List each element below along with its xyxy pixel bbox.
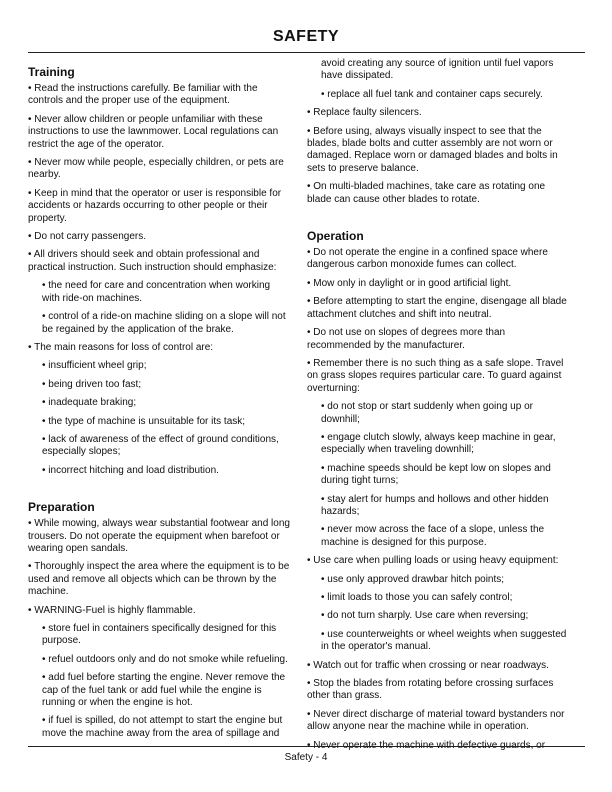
training-item: • Never mow while people, especially children, or pets are nearby. [28,157,284,181]
slope-item: • never mow across the face of a slope, unless the machine is designed for this purpose. [321,524,545,548]
fuel-item: • add fuel before starting the engine. Never remove the cap of the fuel tank or add fuel while the engine is running or when the engine is hot. [42,672,286,709]
fuel-item: • store fuel in containers specifically designed for this purpose. [42,623,277,647]
page-footer: Safety - 4 [284,752,328,763]
loss-reason-item: • being driven too fast; [42,378,142,390]
preparation-item: • On multi-bladed machines, take care as rotating one blade can cause other blades to rotate. [307,181,546,205]
right-column [307,58,569,758]
page-title: SAFETY [272,28,340,45]
operation-heading: Operation [307,229,364,244]
preparation-heading: Preparation [28,500,95,515]
training-item: • Never allow children or people unfamiliar with these instructions to use the lawnmower. Local regulations can restrict the age of the operator. [28,113,279,150]
fuel-item: • refuel outdoors only and do not smoke while refueling. [42,653,288,665]
slope-item: • machine speeds should be kept low on slopes and during tight turns; [321,462,551,487]
training-item: • Read the instructions carefully. Be familiar with the controls and the proper use of the equipment. [28,83,258,107]
load-item: • do not turn sharply. Use care when reversing; [321,610,529,622]
operation-item: • Do not operate the engine in a confined space where dangerous carbon monoxide fumes can collect. [307,247,548,271]
load-item: • use counterweights or wheel weights when suggested in the operator's manual. [321,628,567,653]
training-item: • All drivers should seek and obtain professional and practical instruction. Such instruction should emphasize: [28,249,277,273]
operation-item: • Remember there is no such thing as a safe slope. Travel on grass slopes requires particular care. To guard against overturning: [307,357,564,394]
header-rule [28,52,585,53]
operation-item: • Do not use on slopes of degrees more than recommended by the manufacturer. [307,327,506,351]
slope-item: • engage clutch slowly, always keep machine in gear, especially when traveling downhill; [321,431,556,456]
loss-reason-item: • inadequate braking; [42,397,137,409]
emphasize-item: • control of a ride-on machine sliding on a slope will not be regained by the application of the brake. [42,311,286,335]
load-item: • use only approved drawbar hitch points; [321,573,505,585]
fuel-item-continued: avoid creating any source of ignition until fuel vapors have dissipated. [321,58,554,82]
fuel-caps-item: • replace all fuel tank and container caps securely. [321,88,543,100]
preparation-item: • Before using, always visually inspect to see that the blades, blade bolts and cutter assembly are not worn or damaged. Replace worn or damaged blades and bolts in sets to preserve balance. [307,125,558,174]
preparation-item: • Replace faulty silencers. [307,107,422,119]
operation-item: • Never direct discharge of material toward bystanders nor allow anyone near the machine while in operation. [307,708,565,733]
loss-of-control-intro: • The main reasons for loss of control are: [28,341,214,353]
operation-item: • Stop the blades from rotating before crossing surfaces other than grass. [307,678,554,702]
loads-intro: • Use care when pulling loads or using heavy equipment: [307,555,559,567]
load-item: • limit loads to those you can safely control; [321,592,513,603]
loss-reason-item: • lack of awareness of the effect of ground conditions, especially slopes; [42,433,279,458]
loss-reason-item: • insufficient wheel grip; [42,360,147,372]
operation-item: • Mow only in daylight or in good artificial light. [307,277,512,289]
slope-item: • stay alert for humps and hollows and other hidden hazards; [321,493,549,517]
training-item: • Do not carry passengers. [28,231,146,243]
footer-rule [28,746,585,747]
operation-item: • Watch out for traffic when crossing or near roadways. [307,659,549,671]
operation-item: • Before attempting to start the engine, disengage all blade attachment clutches and shift into neutral. [307,296,567,320]
training-heading: Training [28,65,75,79]
loss-reason-item: • the type of machine is unsuitable for its task; [42,415,246,427]
preparation-item: • Thoroughly inspect the area where the equipment is to be used and remove all objects which can be thrown by the machine. [28,561,290,598]
emphasize-item: • the need for care and concentration when working with ride-on machines. [42,280,271,304]
fuel-item: • if fuel is spilled, do not attempt to start the engine but move the machine away from the area of spillage and [42,715,283,739]
slope-item: • do not stop or start suddenly when going up or downhill; [321,401,533,425]
training-item: • Keep in mind that the operator or user is responsible for accidents or hazards occurring to other people or their property. [28,187,282,224]
preparation-item: • WARNING-Fuel is highly flammable. [28,604,196,616]
preparation-item: • While mowing, always wear substantial footwear and long trousers. Do not operate the equipment when barefoot or wearing open sandals. [28,518,290,554]
operation-item: • Never operate the machine with defective guards, or [307,739,546,751]
loss-reason-item: • incorrect hitching and load distribution. [42,464,219,476]
left-column [28,58,290,746]
